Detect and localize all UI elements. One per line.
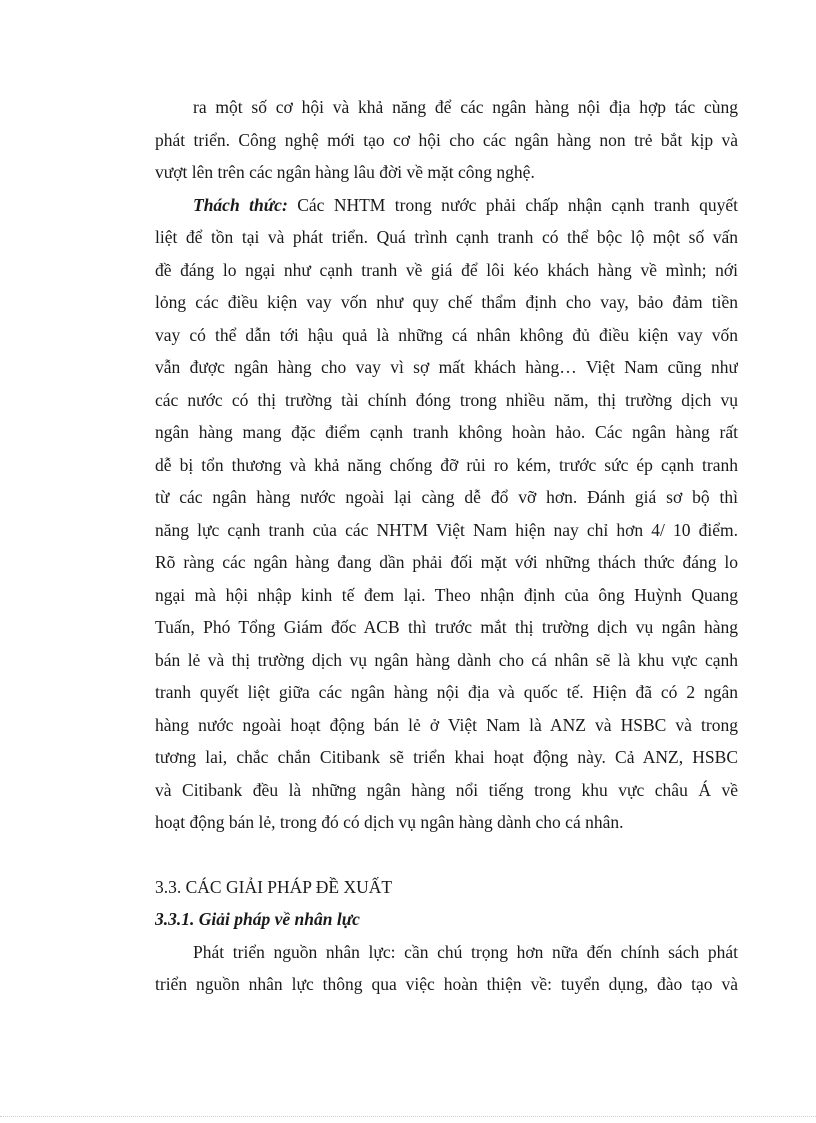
paragraph-line: dễ bị tổn thương và khả năng chống đỡ rủi ro kém, trước sức ép cạnh tranh — [155, 455, 738, 475]
paragraph-line: ngại mà hội nhập kinh tế đem lại. Theo nhận định của ông Huỳnh Quang — [155, 585, 738, 605]
paragraph-line: ngân hàng mang đặc điểm cạnh tranh không hoàn hảo. Các ngân hàng rất — [155, 422, 738, 442]
paragraph-line: Rõ ràng các ngân hàng đang dần phải đối mặt với những thách thức đáng lo — [155, 552, 738, 572]
paragraph-line: bán lẻ và thị trường dịch vụ ngân hàng dành cho cá nhân sẽ là khu vực cạnh — [155, 650, 738, 670]
paragraph-line: vượt lên trên các ngân hàng lâu đời về mặt công nghệ. — [155, 162, 535, 182]
paragraph-line: hoạt động bán lẻ, trong đó có dịch vụ ngân hàng dành cho cá nhân. — [155, 812, 624, 832]
paragraph-line: năng lực cạnh tranh của các NHTM Việt Nam hiện nay chỉ hơn 4/ 10 điểm. — [155, 520, 738, 540]
paragraph-line: vay có thể dẫn tới hậu quả là những cá nhân không đủ điều kiện vay vốn — [155, 325, 738, 345]
paragraph-line: tương lai, chắc chắn Citibank sẽ triển khai hoạt động này. Cả ANZ, HSBC — [155, 747, 738, 767]
paragraph-line: liệt để tồn tại và phát triển. Quá trình cạnh tranh có thể bộc lộ một số vấn — [155, 227, 738, 247]
challenges-label: Thách thức: — [193, 195, 288, 215]
section-heading: 3.3. CÁC GIẢI PHÁP ĐỀ XUẤT — [155, 877, 393, 897]
page-edge-divider — [0, 1116, 816, 1117]
paragraph-line: từ các ngân hàng nước ngoài lại càng dễ đổ vỡ hơn. Đánh giá sơ bộ thì — [155, 487, 738, 507]
paragraph-line: ra một số cơ hội và khả năng để các ngân hàng nội địa hợp tác cùng — [193, 97, 738, 117]
paragraph-line: Tuấn, Phó Tổng Giám đốc ACB thì trước mắt thị trường dịch vụ ngân hàng — [155, 617, 738, 637]
paragraph-line: và Citibank đều là những ngân hàng nổi tiếng trong khu vực châu Á về — [155, 780, 738, 800]
paragraph-line: hàng nước ngoài hoạt động bán lẻ ở Việt Nam là ANZ và HSBC và trong — [155, 715, 738, 735]
paragraph-line: triển nguồn nhân lực thông qua việc hoàn thiện về: tuyển dụng, đào tạo và — [155, 974, 738, 994]
paragraph-line: phát triển. Công nghệ mới tạo cơ hội cho các ngân hàng non trẻ bắt kịp và — [155, 130, 738, 150]
challenges-first-line — [193, 194, 738, 216]
subsection-heading: 3.3.1. Giải pháp về nhân lực — [155, 909, 360, 929]
paragraph-line: lỏng các điều kiện vay vốn như quy chế thẩm định cho vay, bảo đảm tiền — [155, 292, 738, 312]
paragraph-line: đề đáng lo ngại như cạnh tranh về giá để lôi kéo khách hàng về mình; nới — [155, 260, 738, 280]
paragraph-line: tranh quyết liệt giữa các ngân hàng nội địa và quốc tế. Hiện đã có 2 ngân — [155, 682, 738, 702]
challenges-intro-text: Các NHTM trong nước phải chấp nhận cạnh tranh quyết — [287, 195, 738, 215]
paragraph-line: các nước có thị trường tài chính đóng trong nhiều năm, thị trường dịch vụ — [155, 390, 738, 410]
paragraph-line: Phát triển nguồn nhân lực: cần chú trọng hơn nữa đến chính sách phát — [193, 942, 738, 962]
paragraph-line: vẫn được ngân hàng cho vay vì sợ mất khách hàng… Việt Nam cũng như — [155, 357, 738, 377]
